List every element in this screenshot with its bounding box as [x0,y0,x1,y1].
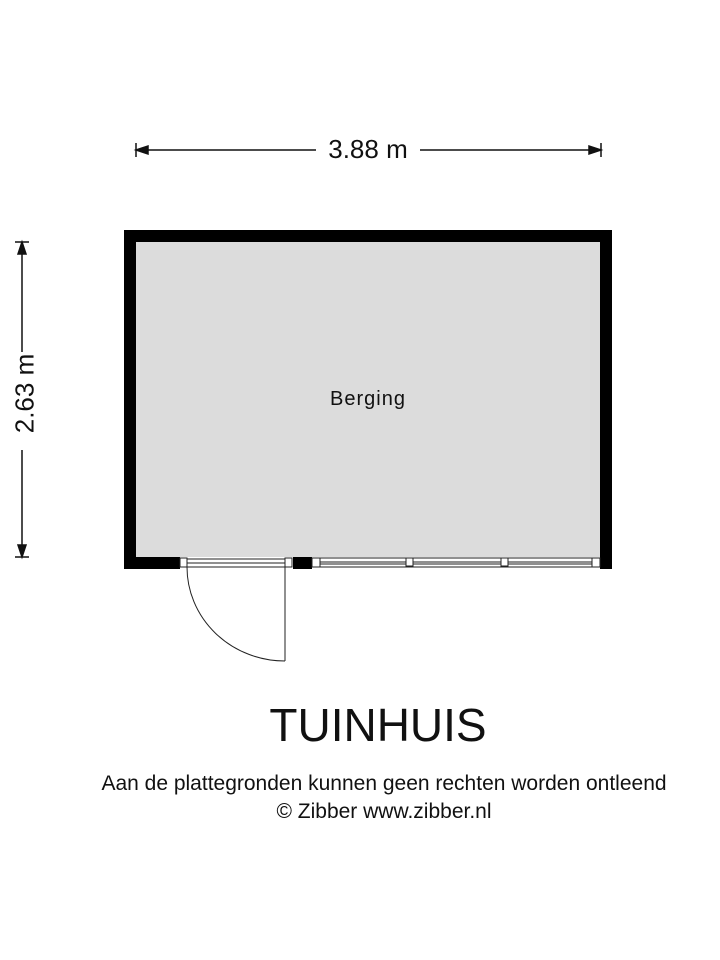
plan-title: TUINHUIS [269,699,487,751]
disclaimer: Aan de plattegronden kunnen geen rechten worden ontleend [101,772,667,795]
width-dimension-label: 3.88 m [324,134,412,164]
door [180,558,292,661]
height-dimension-label: 2.63 m [9,353,40,434]
copyright: © Zibber www.zibber.nl [276,800,492,823]
window [312,558,600,567]
room-label: Berging [330,388,406,410]
